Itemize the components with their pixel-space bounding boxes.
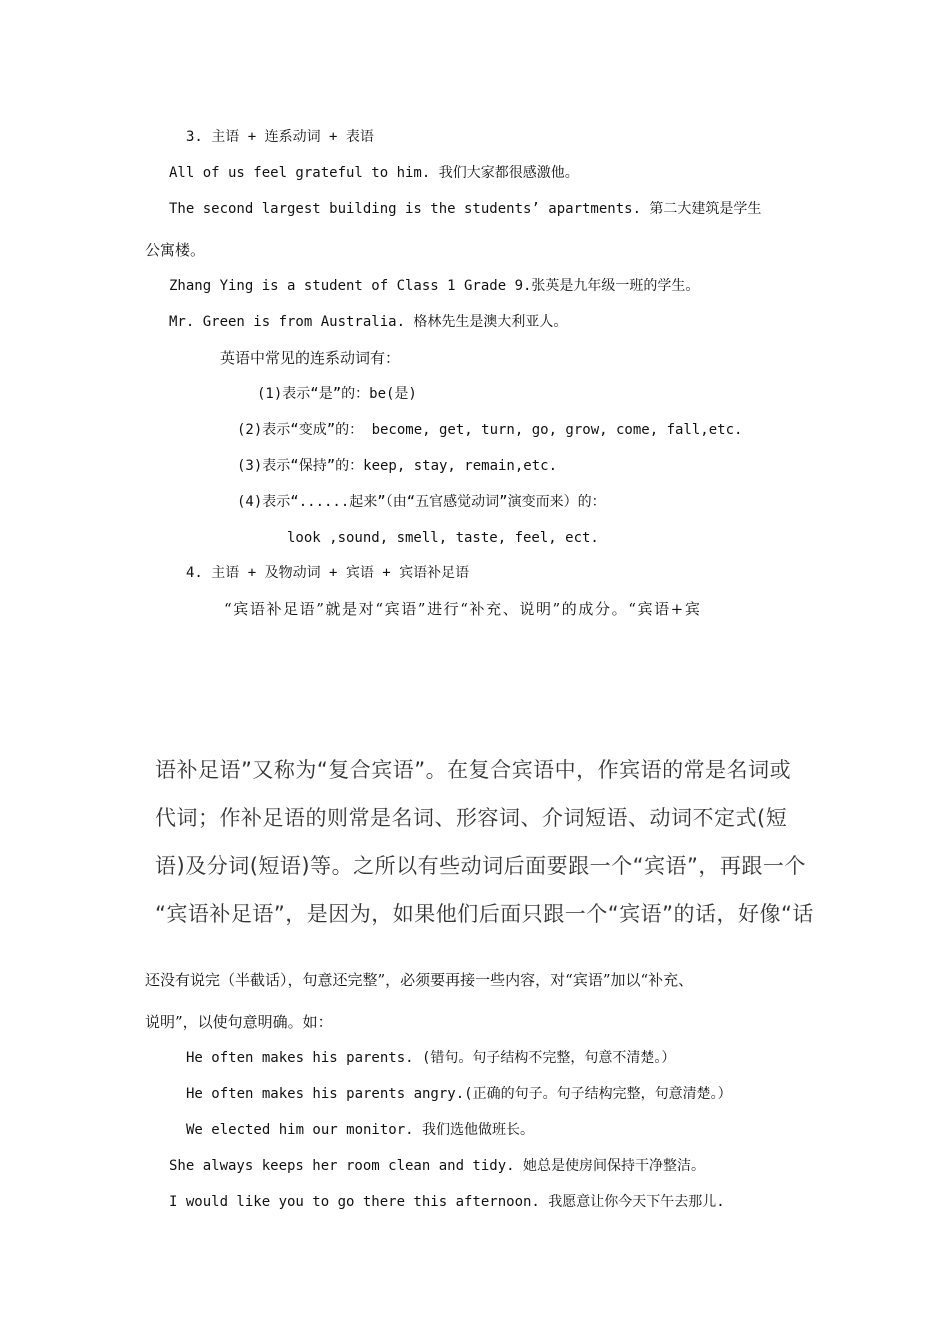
example-line: The second largest building is the students’ apartments. 第二大建筑是学生 — [169, 201, 762, 217]
list-item: (3)表示“保持”的：keep, stay, remain,etc. — [237, 458, 558, 474]
scanned-paragraph-line: 代词；作补足语的则常是名词、形容词、介词短语、动词不定式(短 — [155, 806, 788, 830]
example-line: He often makes his parents angry.(正确的句子。句子结构完整，句意清楚。） — [186, 1086, 732, 1102]
example-line: He often makes his parents. (错句。句子结构不完整，句意不清楚。） — [186, 1050, 676, 1066]
paragraph-line: “宾语补足语”就是对“宾语”进行“补充、说明”的成分。“宾语+宾 — [224, 600, 702, 618]
list-item: (2)表示“变成”的： become, get, turn, go, grow, come, fall,etc. — [237, 422, 743, 438]
example-line: Mr. Green is from Australia. 格林先生是澳大利亚人。 — [169, 314, 568, 330]
paragraph-line: 说明”，以使句意明确。如： — [145, 1013, 333, 1031]
example-line: All of us feel grateful to him. 我们大家都很感激他。 — [169, 165, 579, 181]
section-heading-3: 3. 主语 + 连系动词 + 表语 — [186, 129, 374, 145]
list-item-words: look ,sound, smell, taste, feel, ect. — [287, 530, 599, 546]
example-line: She always keeps her room clean and tidy. 她总是使房间保持干净整洁。 — [169, 1158, 706, 1174]
scanned-paragraph-line: 语补足语”又称为“复合宾语”。在复合宾语中，作宾语的常是名词或 — [155, 758, 792, 782]
list-item: (4)表示“......起来”（由“五官感觉动词”演变而来）的： — [237, 494, 606, 510]
example-line: I would like you to go there this afternoon. 我愿意让你今天下午去那儿. — [169, 1194, 725, 1210]
example-line: We elected him our monitor. 我们选他做班长。 — [186, 1122, 535, 1138]
scanned-paragraph-line: 语)及分词(短语)等。之所以有些动词后面要跟一个“宾语”，再跟一个 — [155, 854, 806, 878]
paragraph-line: 还没有说完（半截话），句意还完整”，必须要再接一些内容，对“宾语”加以“补充、 — [145, 971, 694, 989]
list-item: (1)表示“是”的：be(是) — [257, 386, 417, 402]
example-line-continued: 公寓楼。 — [145, 241, 206, 259]
list-intro: 英语中常见的连系动词有： — [220, 349, 401, 367]
example-line: Zhang Ying is a student of Class 1 Grade 9.张英是九年级一班的学生。 — [169, 278, 700, 294]
section-heading-4: 4. 主语 + 及物动词 + 宾语 + 宾语补足语 — [186, 565, 470, 581]
scanned-paragraph-line: “宾语补足语”，是因为，如果他们后面只跟一个“宾语”的话，好像“话 — [155, 902, 814, 926]
